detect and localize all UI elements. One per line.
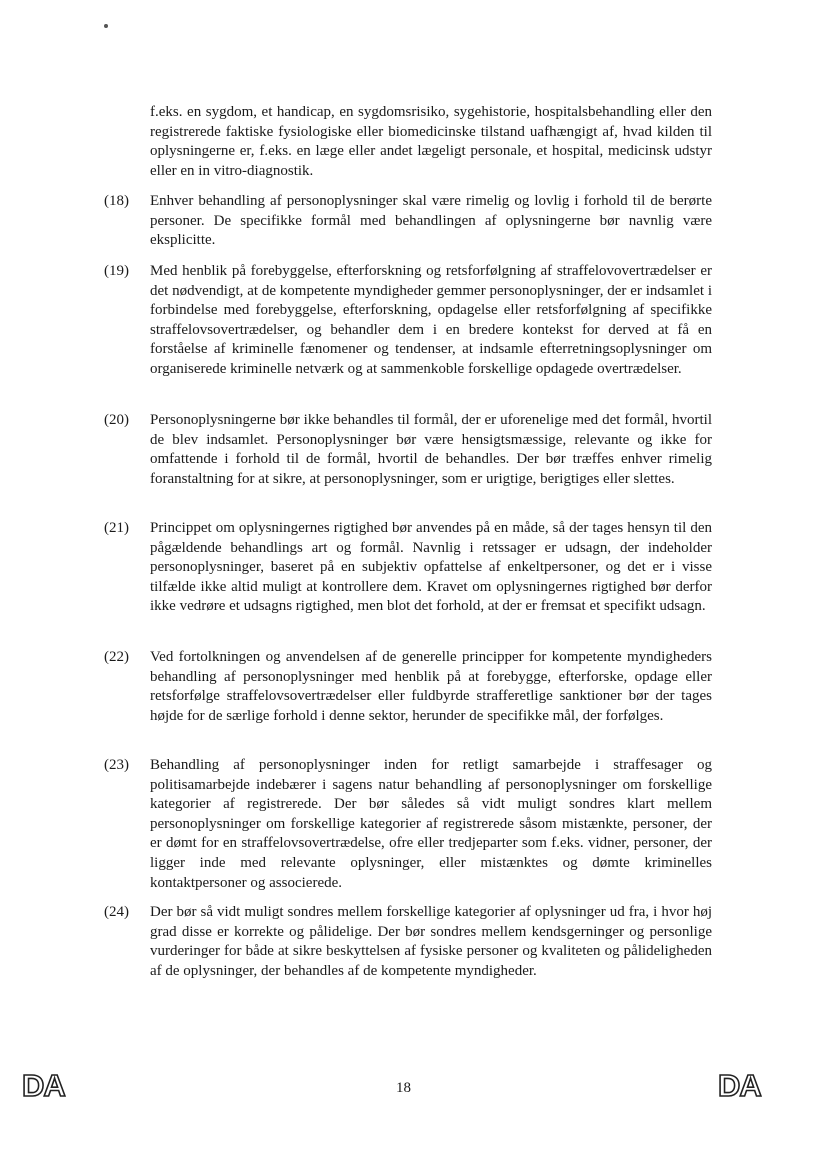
recital-number: (19) — [104, 263, 129, 279]
recital-text: Med henblik på forebyggelse, efterforskning og retsforfølgning af straffelovovertrædelser er det nødvendigt, at de kompetente myndigheder gemmer personoplysninger, der er indsamlet i forbindelse med forebyggelse, efterforskning, opdagelse eller retsforfølgning af specifikke straffelovsovertrædelser, og behandler dem i en bredere kontekst for derved at få en forståelse af kriminelle fænomener og tendenser, at indsamle efterretningsoplysninger om organiserede kriminelle netværk og at sammenkoble forskellige opdagede overtrædelser. — [150, 263, 712, 377]
page-number: 18 — [396, 1080, 411, 1096]
recital-23 — [104, 756, 712, 893]
recital-number: (18) — [104, 193, 129, 209]
recital-text: Ved fortolkningen og anvendelsen af de generelle principper for kompetente myndigheders behandling af personoplysninger med henblik på at forebygge, efterforske, opdage eller retsforfølge straffelovsovertrædelser eller fuldbyrde strafferetlige sanktioner bør der tages højde for de særlige forhold i denne sektor, herunder de specifikke mål, der forfølges. — [150, 649, 712, 724]
recital-text: Princippet om oplysningernes rigtighed bør anvendes på en måde, så der tages hensyn til den pågældende behandlings art og formål. Navnlig i retssager er udsagn, der indeholder personoplysninger, baseret på en subjektiv opfattelse af enkeltpersoner, og det er i visse tilfælde ikke altid muligt at kontrollere dem. Kravet om oplysningernes rigtighed bør derfor ikke vedrøre et udsagns rigtighed, men blot det forhold, at der er fremsat et specifikt udsagn. — [150, 520, 712, 615]
recital-text: Personoplysningerne bør ikke behandles til formål, der er uforenelige med det formål, hvortil de blev indsamlet. Personoplysninger bør være hensigtsmæssige, relevante og ikke for omfattende i forhold til de formål, hvortil de behandles. Der bør træffes enhver rimelig foranstaltning for at sikre, at personoplysninger, som er urigtige, berigtiges eller slettes. — [150, 412, 712, 487]
recital-19 — [104, 262, 712, 380]
recital-22 — [104, 648, 712, 726]
recital-number: (23) — [104, 757, 129, 773]
recital-18 — [104, 192, 712, 251]
recital-24 — [104, 903, 712, 981]
recital-21 — [104, 519, 712, 617]
language-code-right: DA — [718, 1068, 761, 1103]
language-code-left: DA — [22, 1068, 65, 1103]
recital-text: Der bør så vidt muligt sondres mellem forskellige kategorier af oplysninger ud fra, i hvor høj grad disse er korrekte og pålidelige. Der bør sondres mellem kendsgerninger og personlige vurderinger for både at sikre beskyttelsen af fysiske personer og kvaliteten og pålideligheden af de oplysninger, der behandles af de kompetente myndigheder. — [150, 904, 712, 979]
scan-artifact-dot — [104, 24, 108, 28]
recital-number: (20) — [104, 412, 129, 428]
recital-number: (21) — [104, 520, 129, 536]
recital-text: Behandling af personoplysninger inden for retligt samarbejde i straffesager og politisamarbejde indebærer i sagens natur behandling af personoplysninger om forskellige kategorier af registrerede. Der bør således så vidt muligt sondres klart mellem personoplysninger om forskellige kategorier af registrerede såsom mistænkte, personer, der er dømt for en straffelovsovertrædelse, ofre eller tredjeparter som f.eks. vidner, personer, der ligger inde med relevante oplysninger, eller mistænktes og dømte kriminelles kontaktpersoner og associerede. — [150, 757, 712, 891]
intro-paragraph: f.eks. en sygdom, et handicap, en sygdomsrisiko, sygehistorie, hospitalsbehandling eller den registrerede faktiske fysiologiske eller biomedicinske tilstand uafhængigt af, hvad kilden til oplysningerne er, f.eks. en læge eller andet lægeligt personale, et hospital, medicinsk udstyr eller en in vitro-diagnostik. — [150, 104, 712, 179]
recital-number: (24) — [104, 904, 129, 920]
recital-text: Enhver behandling af personoplysninger skal være rimelig og lovlig i forhold til de berørte personer. De specifikke formål med behandlingen af oplysningerne bør navnlig være eksplicitte. — [150, 193, 712, 249]
recital-number: (22) — [104, 649, 129, 665]
recital-20 — [104, 411, 712, 489]
